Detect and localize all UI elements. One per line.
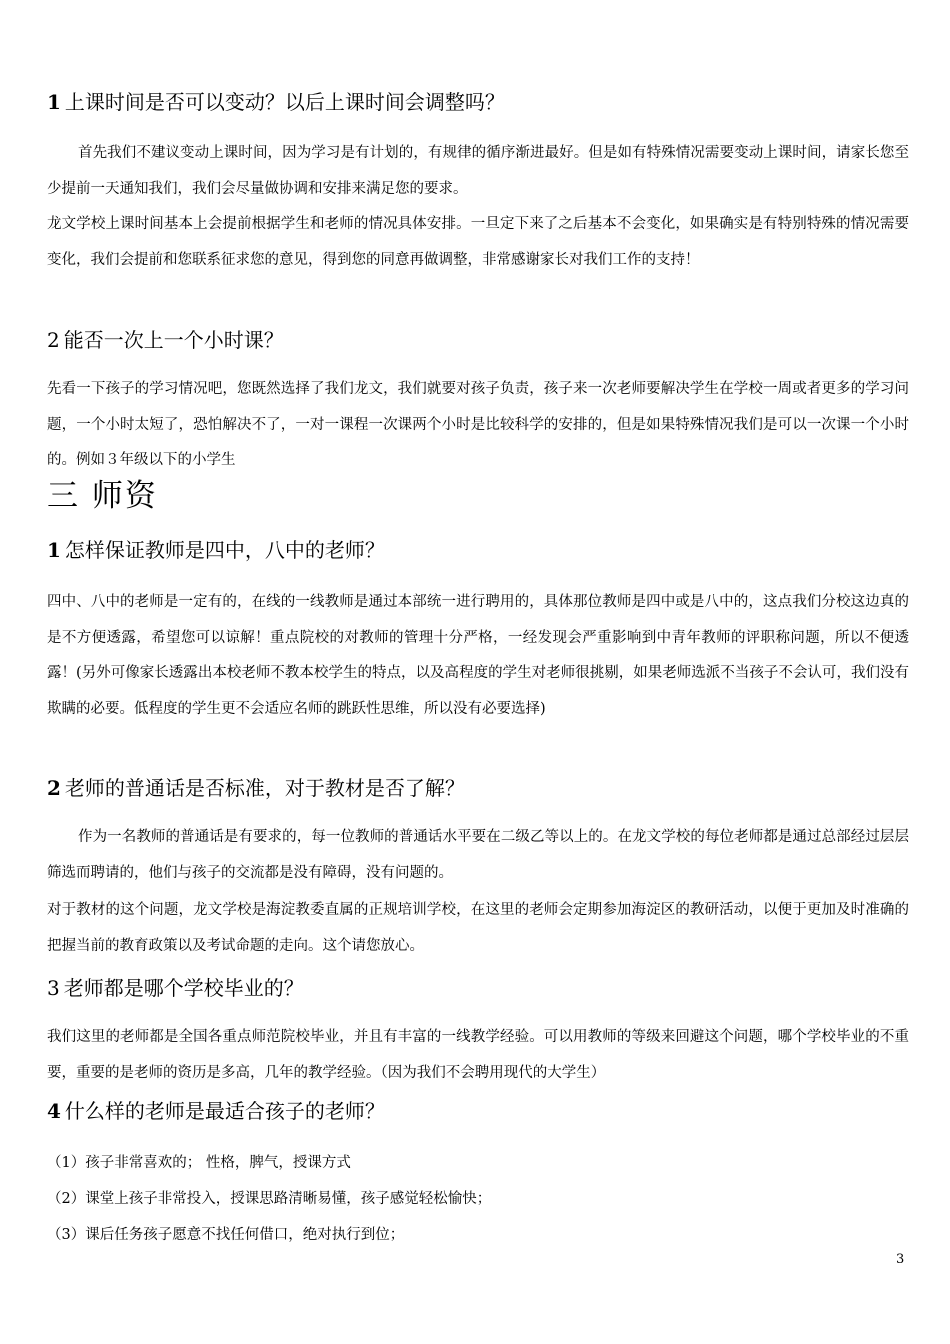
- question-heading: [47, 774, 465, 802]
- paragraph: 首先我们不建议变动上课时间，因为学习是有计划的，有规律的循序渐进最好。但是如有特殊情况需要变动上课时间，请家长您至少提前一天通知我们，我们会尽量做协调和安排来满足您的要求。: [47, 145, 909, 197]
- paragraph: 四中、八中的老师是一定有的，在线的一线教师是通过本部统一进行聘用的，具体那位教师是四中或是八中的，这点我们分校这边真的是不方便透露，希望您可以谅解！重点院校的对教师的管理十分严格，一经发现会严重影响到中青年教师的评职称问题，所以不便透露！(另外可像家长透露出本校老师不教本校学生的特点，以及高程度的学生对老师很挑剔，如果老师选派不当孩子不会认可，我们没有欺瞒的必要。低程度的学生更不会适应名师的跳跃性思维，所以没有必要选择): [47, 594, 909, 717]
- list-item: （1）孩子非常喜欢的； 性格，脾气，授课方式: [47, 1155, 351, 1171]
- paragraph: 龙文学校上课时间基本上会提前根据学生和老师的情况具体安排。一旦定下来了之后基本不会变化，如果确实是有特别特殊的情况需要变化，我们会提前和您联系征求您的意见，得到您的同意再做调整，非常感谢家长对我们工作的支持！: [47, 216, 909, 268]
- question-text: 怎样保证教师是四中，八中的老师？: [64, 538, 385, 562]
- section-title: 三 师资: [47, 478, 158, 514]
- question-heading: [47, 974, 304, 1002]
- question-heading: [47, 326, 284, 354]
- question-text: 什么样的老师是最适合孩子的老师？: [64, 1099, 385, 1123]
- question-text: 能否一次上一个小时课？: [63, 328, 284, 352]
- paragraph: 先看一下孩子的学习情况吧，您既然选择了我们龙文，我们就要对孩子负责，孩子来一次老师要解决学生在学校一周或者更多的学习问题，一个小时太短了，恐怕解决不了，一对一课程一次课两个小时是比较科学的安排的，但是如果特殊情况我们是可以一次课一个小时的。例如３年级以下的小学生: [47, 381, 909, 468]
- question-heading: [47, 1097, 385, 1125]
- question-number: 2: [47, 776, 61, 800]
- question-text: 上课时间是否可以变动？以后上课时间会调整吗？: [64, 90, 505, 114]
- question-number: 1: [47, 90, 61, 114]
- page-number: 3: [896, 1252, 905, 1267]
- question-heading: [47, 536, 385, 564]
- question-heading: [47, 88, 505, 116]
- question-text: 老师的普通话是否标准，对于教材是否了解？: [64, 776, 465, 800]
- question-number: 1: [47, 538, 61, 562]
- question-text: 老师都是哪个学校毕业的？: [63, 976, 304, 1000]
- question-number: 3: [47, 976, 60, 1000]
- paragraph: 作为一名教师的普通话是有要求的，每一位教师的普通话水平要在二级乙等以上的。在龙文学校的每位老师都是通过总部经过层层筛选而聘请的，他们与孩子的交流都是没有障碍，没有问题的。: [47, 829, 909, 881]
- paragraph: 我们这里的老师都是全国各重点师范院校毕业，并且有丰富的一线教学经验。可以用教师的等级来回避这个问题，哪个学校毕业的不重要，重要的是老师的资历是多高，几年的教学经验。（因为我们不会聘用现代的大学生）: [47, 1029, 909, 1081]
- list-item: （2）课堂上孩子非常投入，授课思路清晰易懂，孩子感觉轻松愉快；: [47, 1191, 492, 1207]
- question-number: 4: [47, 1099, 61, 1123]
- question-number: 2: [47, 328, 60, 352]
- paragraph: 对于教材的这个问题，龙文学校是海淀教委直属的正规培训学校，在这里的老师会定期参加海淀区的教研活动，以便于更加及时准确的把握当前的教育政策以及考试命题的走向。这个请您放心。: [47, 902, 909, 954]
- list-item: （3）课后任务孩子愿意不找任何借口，绝对执行到位；: [47, 1227, 405, 1243]
